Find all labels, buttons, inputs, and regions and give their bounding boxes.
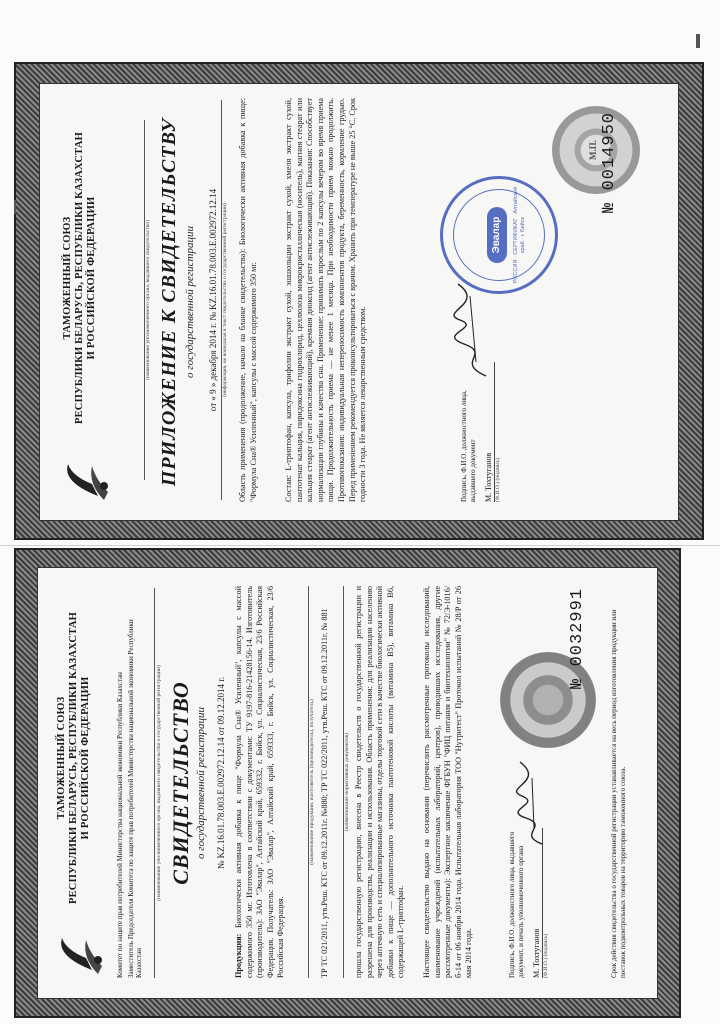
signer-title: Подпись, Ф.И.О. должностного лица, выдавшего документ — [460, 390, 477, 502]
annex-subtitle: о государственной регистрации — [184, 226, 196, 378]
certificate-frame — [14, 548, 681, 1018]
signer-name: М. Тохтуганов — [484, 452, 493, 502]
handwritten-signature — [452, 280, 494, 380]
header-line-3: И РОССИЙСКОЙ ФЕДЕРАЦИИ — [86, 196, 97, 360]
customs-union-logo — [58, 458, 114, 506]
scan-edge-mark — [696, 34, 700, 48]
blank-serial-number: № 0014950 — [600, 112, 619, 213]
annex-frame — [14, 62, 704, 540]
conformity-caption: (наименование нормативных документов) — [343, 586, 351, 978]
product-label: Продукция: — [234, 933, 243, 978]
annex-title: ПРИЛОЖЕНИЕ К СВИДЕТЕЛЬСТВУ — [158, 117, 180, 487]
signer-title: Подпись, Ф.И.О. должностного лица, выдавшего документ, и печать уполномоченного органа — [508, 831, 525, 978]
mp-label: М.П. — [588, 140, 598, 160]
authority-name: Комитет по защите прав потребителей Министерства национальной экономики Республики Казахстан — [116, 672, 124, 978]
header-line-1: ТАМОЖЕННЫЙ СОЮЗ — [62, 216, 73, 340]
authority-deputy: Заместитель Председателя Комитета по защите прав потребителей Министерства национальной экономики Республики Казахстан — [126, 619, 143, 978]
header-line-2: РЕСПУБЛИКИ БЕЛАРУСЬ, РЕСПУБЛИКИ КАЗАХСТАН — [68, 612, 79, 905]
product-caption: (наименование продукции, изготовитель (производитель), получатель) — [308, 586, 316, 978]
scan-edge-mark — [14, 200, 16, 214]
handwritten-signature — [512, 758, 552, 848]
header-line-3: И РОССИЙСКОЙ ФЕДЕРАЦИИ — [80, 676, 91, 840]
stamp-brand: Эвалар — [487, 207, 507, 263]
annex-body — [40, 84, 678, 520]
header-line-1: ТАМОЖЕННЫЙ СОЮЗ — [56, 696, 67, 820]
conformity-docs: ТР ТС 021/2011, утв.Реш. КТС от 09.12.2011г. №880; ТР ТС 022/2011, утв.Реш. КТС от 09.12.2011г. № 881 — [320, 608, 329, 978]
basis-statement: Настоящее свидетельство выдано на основании (перечислить рассмотренные протоколы исследований, наименование учреждений (испытательных лабораторий, центров), проводивших исследования, другие рассмотренные документы): Экспертное заключение ФГБУН "ФИЦ питания и биотехнологии" № 72/Э-1016/б-14 от 06 ноября 2014 года. Испытательная лаборатория ТОО "Нутритест" Протокол испытаний № 28/Р от 26 мая 2014 года. — [422, 586, 474, 978]
mp-seal — [552, 106, 640, 194]
header-line-2: РЕСПУБЛИКИ БЕЛАРУСЬ, РЕСПУБЛИКИ КАЗАХСТАН — [74, 132, 85, 425]
validity-footer: Срок действия свидетельства о государственной регистрации устанавливается на весь период изготовления продукции или поставок подконтрольных товаров на территорию таможенного союза. — [610, 609, 627, 978]
signer-name: М. Тохтуганов — [532, 928, 541, 978]
composition-text: Состав: L-триптофан, капсула, трифолии экстракт сухой, эшшольции экстракт сухой, хмеля экстракт сухой, пантотенат кальция, пиридоксина гидрохлорид, целлюлоза микрокристаллическая (носитель), магния стеарат или кальция стеарат (агент антислеживающий), кремния диоксид (агент антислеживающий). Показания: Способствует нормализации глубины и качества сна. Применение: принимать взрослым по 2 капсулы вечером во время приема пищи. Продолжительность приема — не менее 1 месяца. При необходимости прием можно продолжить. Противопоказания: индивидуальная непереносимость компонентов продукта, беременность, кормление грудью. Перед применением рекомендуется проконсультироваться с врачом. Хранить при температуре не выше 25 °С. Срок годности 3 года. Не является лекарственным средством. — [284, 98, 368, 502]
number-caption: (информация, не вошедшая в текст свидетельства о государственной регистрации) — [221, 100, 229, 500]
scope-text: Область применения (продолжение, начало на бланке свидетельства): Биологически активная добавка к пище: "Формула Сна® Усиленный", капсулы с массой содержимого 350 мг. — [238, 98, 258, 502]
document-subtitle: о государственной регистрации — [195, 707, 207, 859]
annex-number: от « 9 » декабря 2014 г. № KZ.16.01.78.003.Е.002972.12.14 — [208, 188, 218, 412]
evalar-blue-stamp — [440, 176, 558, 294]
authority-caption: (наименование уполномоченного органа, выдавшего свидетельство о государственной регистрации) — [154, 588, 163, 978]
signer-caption: (Ф.И.О.) (подпись) — [494, 362, 502, 502]
customs-union-logo — [52, 932, 108, 980]
signer-caption: (Ф.И.О.) (подпись) — [542, 828, 550, 978]
stamp-ring-text: РОССИЯ · СЕРТИФИКАТ · Алтайский край · г. Бийск — [513, 186, 526, 284]
blank-serial-number: № 0032991 — [568, 588, 587, 689]
registration-number: № KZ.16.01.78.003.Е.002972.12.14 от 09.12.2014 г. — [216, 676, 226, 870]
authority-caption: (наименование уполномоченного органа, выдавшего свидетельство) — [144, 120, 152, 480]
fold-line — [0, 545, 720, 546]
registry-statement: прошла государственную регистрацию, внесена в Реестр свидетельств о государственной регистрации и разрешена для производства, реализации и использования. Область применения: для реализации населению через аптечную сеть и специализированные магазины, отделы торговой сети в качестве биологически активной добавки к пище — дополнительного источника пантотеновой кислоты (витамина В5), витамина В6, содержащей L-триптофан. — [354, 586, 406, 978]
product-description: Биологически активная добавка к пище "Формула Сна® Усиленный", капсулы с массой содержимого 350 мг. Изготовлена в соответствии с документами: ТУ 9197-816-21428156-14. Изготовитель (производитель): ЗАО "Эвалар", Алтайский край, 659332, г. Бийск, ул. Социалистическая, 23/6 Российская Федерация. Получатель: ЗАО "Эвалар", Алтайский край, 659333, г. Бийск, ул. Социалистическая, 23/6 Российская Федерация. — [234, 585, 286, 978]
certificate-body — [38, 568, 657, 998]
document-title: СВИДЕТЕЛЬСТВО — [168, 681, 193, 885]
